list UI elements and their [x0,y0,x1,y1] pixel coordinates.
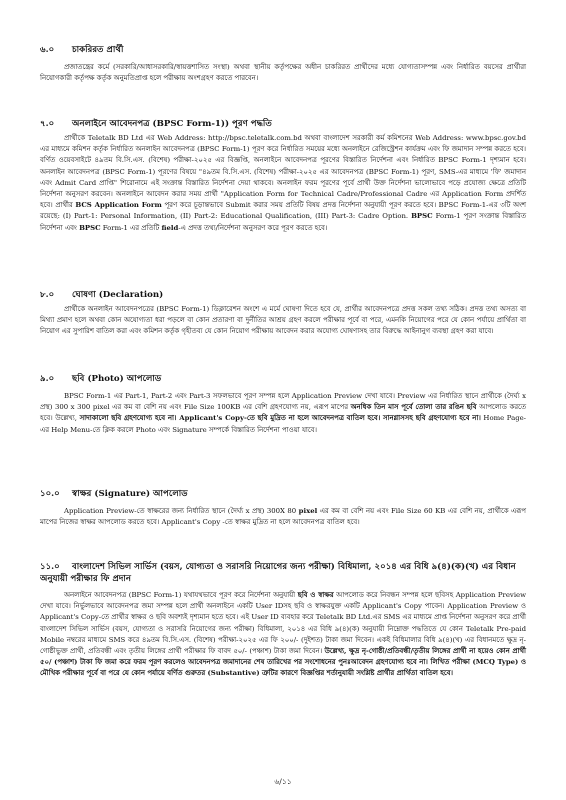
text-run-bold: সাদাকালো ছবি গ্রহণযোগ্য হবে না। Applicant's Copy-তে ছবি মুদ্রিত না হলে আবেদনপত্র বাতিল হবে। সানগ্লাসসহ ছবি গ্রহণযোগ্য হবে না। [79,414,481,423]
section-number: ৭.০ [40,119,55,129]
text-run-bold: উল্লেখ্য, ক্ষুদ্র নৃ-গোষ্ঠী/প্রতিবন্ধী/তৃতীয় লিঙ্গের প্রার্থী না হয়েও কোন প্রার্থী ৫০/ (পঞ্চাশ) টাকা ফি জমা করে ফরম পূরণ করলেও আবেদনপত্র জমাদানের শেষ তারিখের পর সংশোধনের পুনঃআবেদন গ্রহণযোগ্য হবে না। লিখিত পরীক্ষা (MCQ Type) ও মৌখিক পরীক্ষার পূর্বে বা পরে যে কোন পর্যায়ে বর্ণিত গুরুতর (Substantive) ত্রুটির কারণে বিজ্ঞপ্তির শর্তানুযায়ী সংশ্লিষ্ট প্রার্থীর প্রার্থিতা বাতিল হবে। [40,647,526,678]
text-run: আপলোড করে নিবন্ধন সম্পন্ন হলে ছবিসহ Application Preview দেখা যাবে। নির্ভুলভাবে আবেদনপত্র জমা সম্পন্ন হলে প্রার্থী অনলাইনে একটি User IDসহ ছবি ও স্বাক্ষরযুক্ত একটি Applicant's Copy পাবেন। Application Preview ও Applicant's Copy-তে প্রার্থীর স্বাক্ষর ও ছবি অবশ্যই দৃশ্যমান হতে হবে। এই User ID ব্যবহার করে Teletalk BD Ltd.এর SMS এর মাধ্যমে প্রাপ্ত নির্দেশনা অনুসরণ করে প্রার্থী বাংলাদেশ সিভিল সার্ভিস (বয়স, যোগ্যতা ও সরাসরি নিয়োগের জন্য পরীক্ষা) বিধিমালা, ২০১৪ এর বিধি ৯(৪)(ক) অনুযায়ী নিম্নোক্ত পদ্ধতিতে যে কোন Teletalk Pre-paid Mobile নম্বরের মাধ্যমে SMS করে ৪৯তম বি.সি.এস. (বিশেষ) পরীক্ষা-২০২৫ এর ফি ২০০/- (দুইশত) টাকা জমা দিবেন। একই বিধিমালার বিধি ৯(৪)(খ) এর বিধানমতে ক্ষুদ্র নৃ-গোষ্ঠীভুক্ত প্রার্থী, প্রতিবন্ধী এবং তৃতীয় লিঙ্গের প্রার্থী পরীক্ষার ফি বাবদ ৫০/- (পঞ্চাশ) টাকা জমা দিবেন। [40,591,526,656]
text-run: আপলোড করতে হবে। উল্লেখ্য, [40,403,526,423]
section-paragraph [40,590,526,680]
text-run: প্রার্থীকে Teletalk BD Ltd এর Web Address: http://bpsc.teletalk.com.bd অথবা বাংলাদেশ সরকারী কর্ম কমিশনের Web Address: www.bpsc.gov.bd এর মাধ্যমে কমিশন কর্তৃক নির্ধারিত অনলাইন আবেদনপত্র (BPSC Form-1) পূরণ করে নির্ধারিত সময়ের মধ্যে অনলাইনে রেজিস্ট্রেশন কার্যক্রম এবং ফি জমাদান সম্পন্ন করতে হবে। বর্ণিত ওয়েবসাইটে ৪৯তম বি.সি.এস. (বিশেষ) পরীক্ষা-২০২৫ এর বিজ্ঞপ্তি, অনলাইনে আবেদনপত্র পূরণের বিস্তারিত নির্দেশনা এবং নির্ধারিত BPSC Form-1 দৃশ্যমান হবে। অনলাইন আবেদনপত্র (BPSC Form-1) পূরণের বিষয়ে "৪৯তম বি.সি.এস. (বিশেষ) পরীক্ষা-২০২৫ এর আবেদনপত্র (BPSC Form-1) পূরণ, SMS-এর মাধ্যমে 'ফি' জমাদান এবং Admit Card প্রাপ্তি" শিরোনামে এই সংক্রান্ত বিস্তারিত নির্দেশনা দেয়া থাকবে। অনলাইন ফরম পূরণের পূর্বে প্রার্থী উক্ত নির্দেশনা ভালোভাবে পড়ে প্রযোজ্য ক্ষেত্রে প্রতিটি নির্দেশনা অনুসরণ করবেন। অনলাইনে আবেদন করার সময় প্রার্থী "Application Form for Technical Cadre/Professional Cadre এর Application Form প্রদর্শিত হবে। প্রার্থীর [40,134,526,210]
section-heading [40,44,526,56]
section-paragraph [40,133,526,234]
section-number: ১১.০ [40,562,60,572]
section-title: বাংলাদেশ সিভিল সার্ভিস (বয়স, যোগ্যতা ও সরাসরি নিয়োগের জন্য পরীক্ষা) বিধিমালা, ২০১৪ এর বিধি ৯(৪)(ক)(খ) এর বিধান অনুযায়ী পরীক্ষার ফি প্রদান [40,562,516,584]
section-9 [40,373,526,436]
section-heading [40,289,526,301]
section-title: ঘোষণা (Declaration) [72,290,164,300]
section-heading [40,488,526,500]
text-run-bold: BPSC [79,223,101,232]
text-run: -এ প্রদত্ত তথ্য/নির্দেশনা অনুসরণ করে পূরণ করতে হবে। [178,223,328,232]
text-run: পূরণ করে চূড়ান্তভাবে Submit করার সময় প্রতিটি বিষয় প্রদত্ত নির্দেশনা অনুযায়ী পূরণ করতে হবে। BPSC Form-1-এর ৩টি অংশ রয়েছে: (I) Part-1: Personal Information, (II) Part-2: Educational Qualification, (III) Part-3: Cadre Option. [40,201,527,221]
text-run: এর কম বা বেশি নয় এবং File Size 60 KB এর বেশি নয়, প্রার্থীকে এরূপ মাপের নিজের স্বাক্ষর আপলোড করতে হবে। Applicant's Copy -তে স্বাক্ষর মুদ্রিত না হলে আবেদনপত্র বাতিল হবে। [40,507,526,527]
section-title: অনলাইনে আবেদনপত্র (BPSC Form-1)) পূরণ পদ্ধতি [72,119,272,129]
page-number: ৬/১১ [274,777,292,786]
text-run: Form-1 পূরণ সংক্রান্ত বিস্তারিত নির্দেশনা এবং [40,212,526,232]
section-paragraph [40,391,526,436]
text-run: Application Preview-তে স্বাক্ষরের জন্য নির্ধারিত স্থানে (দৈর্ঘ্য x প্রস্থ) 300X 80 [64,507,299,515]
text-run: BPSC Form-1 এর Part-1, Part-2 এবং Part-3 সফলভাবে পূরণ সম্পন্ন হলে Application Preview দেখা যাবে। Preview এর নির্ধারিত স্থানে প্রার্থীকে (দৈর্ঘ্য x প্রস্থ) 300 x 300 pixel এর কম বা বেশি নয় এবং File Size 100KB এর বেশি গ্রহণযোগ্য নয়, এরূপ মাপের [40,392,526,412]
section-number: ৯.০ [40,374,55,384]
text-run-bold: field [161,223,179,232]
section-7 [40,118,526,234]
section-6 [40,44,526,84]
section-number: ১০.০ [40,489,60,499]
text-run: অনলাইনে আবেদনপত্র (BPSC Form-1) যথাযথভাবে পূরণ করে নির্দেশনা অনুযায়ী [64,591,298,599]
section-title: চাকরিরত প্রার্থী [72,45,124,55]
text-run-bold: ছবি ও স্বাক্ষর [297,591,334,599]
section-heading [40,373,526,385]
text-run-bold: অনধিক তিন মাস পূর্বে তোলা তার রঙিন ছবি [350,403,477,412]
section-title: স্বাক্ষর (Signature) আপলোড [72,489,188,499]
text-run: Home Page-এর Help Menu-তে ক্লিক করলে Photo এবং Signature সম্পর্কে বিস্তারিত নির্দেশনা পাওয়া যাবে। [40,414,527,434]
text-run-bold: BPSC [411,212,433,221]
section-paragraph [40,304,526,338]
section-number: ৬.০ [40,45,55,55]
section-11 [40,561,526,680]
text-run: প্রার্থীকে অনলাইন আবেদনপত্রের (BPSC Form-1) ডিক্লারেশন অংশে এ মর্মে ঘোষণা দিতে হবে যে, প্রার্থীর আবেদনপত্রে প্রদত্ত সকল তথ্য সঠিক। প্রদত্ত তথ্য অসত্য বা মিথ্যা প্রমাণ হলে অথবা কোন অযোগ্যতা ধরা পড়লে বা কোন প্রতারণা বা দুর্নীতির আশ্রয় গ্রহণ করলে পরীক্ষার পূর্বে বা পরে, এমনকি নিয়োগের পরে যে কোন পর্যায়ে প্রার্থিতা বা নিয়োগ এর সুপারিশ বাতিল করা এবং কমিশন কর্তৃক গৃহীতব্য যে কোন নিয়োগ পরীক্ষায় আবেদন করার অযোগ্য ঘোষণাসহ তার বিরুদ্ধে আইনানুগ ব্যবস্থা গ্রহণ করা যাবে। [40,305,526,336]
text-run: প্রজাতন্ত্রের কর্মে (সরকারি/আধাসরকারি/স্বায়ত্তশাসিত সংস্থা) অথবা স্থানীয় কর্তৃপক্ষের অধীন চাকরিরত প্রার্থীদের মধ্যে যোগ্যতাসম্পন্ন এবং নির্ধারিত বয়সের প্রার্থীরা নিয়োগকারী কর্তৃপক্ষ কর্তৃক অনুমতিপ্রাপ্ত হলে পরীক্ষায় অংশগ্রহণ করতে পারবেন। [40,63,526,83]
text-run-bold: pixel [298,507,318,515]
section-8 [40,289,526,338]
section-paragraph [40,62,526,84]
section-paragraph [40,506,526,528]
text-run-bold: BCS Application Form [75,201,162,210]
section-title: ছবি (Photo) আপলোড [72,374,162,384]
section-number: ৮.০ [40,290,55,300]
section-10 [40,488,526,528]
section-heading [40,118,526,130]
text-run: Form-1 এর প্রতিটি [100,223,162,232]
section-heading [40,561,526,585]
